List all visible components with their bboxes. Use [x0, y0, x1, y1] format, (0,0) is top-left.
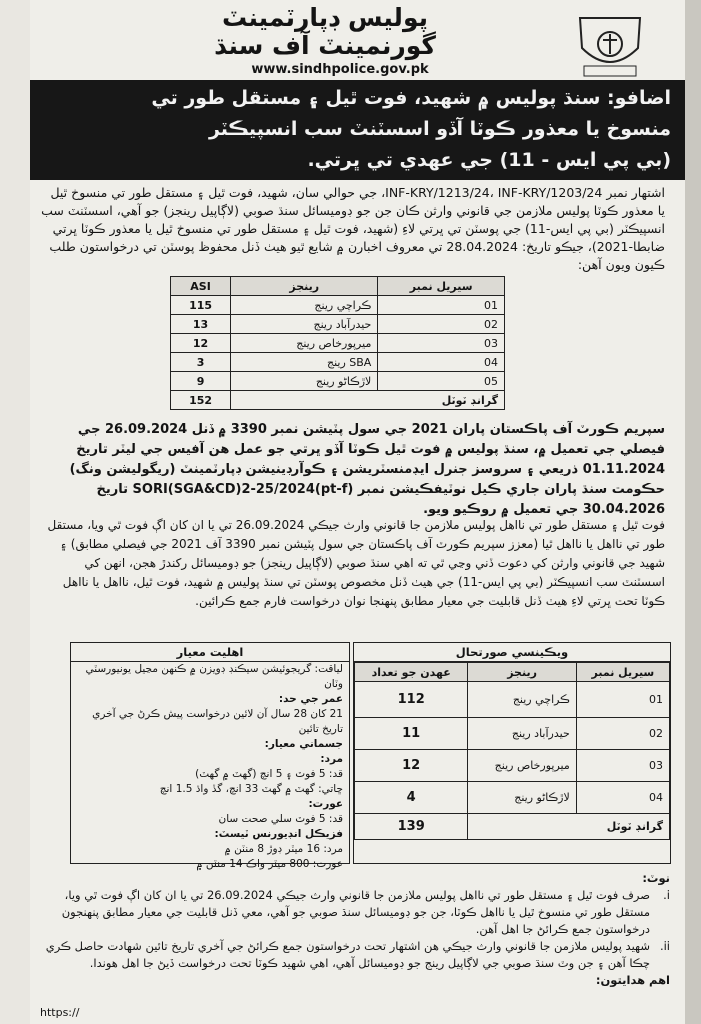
total-value: 152 [171, 391, 231, 410]
eligibility-criteria-box [70, 642, 350, 870]
table-row [355, 782, 670, 814]
intro-paragraph: اشتهار نمبر INF-KRY/1213/24، INF-KRY/1203/24، جي حوالي سان، شهيد، فوت ٿيل ۽ مستقل طور تي منسوخ ٿيل يا معذور ڪوٽا پوليس ملازمن جي قانوني وارثن ڪان جن جو ڊوميسائل سنڌ صوبي (لاڳاپيل رينجز) جو آهي، اسسٽنٽ سب انسپيڪٽر (بي پي ايس-11) جي پوسٽن تي ڀرتي لاءِ (شهيد، فوت ٿيل ۽ مستقل طور تي منسوخ ٿيل يا معذور ڪوٽا ڀرتي ضابطا-2021)، جيڪو تاريخ: 28.04.2024 تي معروف اخبارن ۾ شايع ٿيو هيٺ ڏنل محفوظ پوسٽن تي درخواستون طلب ڪيون ويون آهن: [41, 185, 665, 272]
headline-line-1: اضافو: سنڌ پوليس ۾ شهيد، فوت ٿيل ۽ مستقل طور تي [151, 87, 671, 109]
eligibility-title: اهليت معيار [71, 643, 349, 662]
note-number: i. [663, 888, 670, 902]
col-range: رينجز [468, 663, 576, 682]
cell: ڪراچي رينج [231, 296, 378, 315]
table-row [355, 750, 670, 782]
department-title [160, 4, 490, 60]
cell: 03 [576, 750, 669, 782]
cell: لاڙڪاڻو رينج [468, 782, 576, 814]
total-label: گرانڊ ٽوٽل [231, 391, 505, 410]
table-row [171, 334, 505, 353]
eligibility-line: 21 کان 28 سال آن لائين درخواست پيش ڪرڻ جي آخري تاريخ تائين [92, 708, 343, 735]
table-total-row [355, 814, 670, 840]
table-row [171, 353, 505, 372]
sindh-police-emblem [570, 8, 650, 78]
notes-label: نوٽ: [642, 871, 670, 885]
note-item [40, 938, 670, 972]
eligibility-line: عورت: [308, 798, 343, 810]
instructions-label: اهم هدايتون: [595, 973, 670, 987]
cell: 12 [171, 334, 231, 353]
cell: حيدرآباد رينج [468, 718, 576, 750]
eligibility-line: مرد: [320, 753, 343, 765]
note-text: صرف فوت ٿيل ۽ مستقل طور تي نااهل پوليس ملازمن جا قانوني وارث جيڪي 26.09.2024 تي يا ان کان اڳ فوت ٿي ويا، مستقل طور تي منسوخ ٿيل يا نااهل ڪوٽا، جن جو ڊوميسائل سنڌ صوبي جو آهي، معي ڏنل قابليت جي معيار مطابق پنهنجون درخواستون جمع ڪرائڻ جا اهل آهن. [61, 888, 650, 936]
note-number: ii. [659, 939, 670, 953]
cell: 05 [378, 372, 505, 391]
title-line-1: پوليس ڊپارٽمينٽ [221, 3, 429, 32]
col-serial: سيريل نمبر [378, 277, 505, 296]
cell: ميرپورخاص رينج [231, 334, 378, 353]
cell: 11 [355, 718, 468, 750]
cell: 02 [576, 718, 669, 750]
eligibility-line: مرد: 16 ميٽر ڊوڙ 8 منٽن ۾ [224, 843, 343, 855]
table-header-row [171, 277, 505, 296]
table-row [171, 296, 505, 315]
adjacent-page-strip [0, 0, 30, 1024]
headline-banner [30, 80, 685, 180]
headline-line-2: منسوخ يا معذور ڪوٽا آڏو اسسٽنٽ سب انسپيڪٽر [208, 118, 671, 140]
eligibility-line: عمر جي حد: [278, 693, 343, 705]
cell: 04 [378, 353, 505, 372]
notes-section [40, 870, 670, 989]
cell: 04 [576, 782, 669, 814]
cell: حيدرآباد رينج [231, 315, 378, 334]
title-line-2: گورنمينٽ آف سنڌ [214, 31, 436, 60]
vacancy-table [354, 662, 670, 840]
cell: 3 [171, 353, 231, 372]
cell: 9 [171, 372, 231, 391]
total-value: 139 [355, 814, 468, 840]
newspaper-advertisement [30, 0, 685, 1024]
eligibility-line: قد: 5 فوٽ سلي صحت سان [218, 813, 343, 825]
table-row [355, 718, 670, 750]
col-post-count: عهدن جو تعداد [355, 663, 468, 682]
cell: 01 [576, 682, 669, 718]
footer-url-fragment: https:// [40, 1006, 80, 1019]
supreme-court-paragraph: سپريم ڪورٽ آف پاڪستان پاران 2021 جي سول پٽيشن نمبر 3390 ۾ ڏنل 26.09.2024 جي فيصلي جي تعميل ۾، سنڌ پوليس ۾ فوت ٿيل ڪوٽا آڏو ڀرتي جو عمل هن آفيس جي ليٽر تاريخ 01.11.2024 ذريعي ۽ سروسز جنرل ايڊمنسٽريشن ۽ ڪوآرڊينيشن ڊپارٽمينٽ (ريگوليشن ونگ) حڪومت سنڌ پاران جاري ڪيل نوٽيفڪيشن نمبر SORI(SGA&CD)2-25/2024(pt-f) تاريخ 30.04.2026 جي تعميل ۾ روڪيو ويو. [69, 422, 665, 517]
page-edge-shadow [685, 0, 701, 1024]
total-label: گرانڊ ٽوٽل [468, 814, 670, 840]
cell: 13 [171, 315, 231, 334]
cell: 4 [355, 782, 468, 814]
eligibility-line: فزيڪل انڊيورنس ٽيسٽ: [214, 828, 343, 840]
note-item [40, 887, 670, 938]
invitation-paragraph: فوت ٿيل ۽ مستقل طور تي نااهل پوليس ملازمن جا قانوني وارث جيڪي 26.09.2024 تي يا ان کان اڳ فوت ٿي ويا، مستقل طور تي نااهل يا نااهل ٿيا (معزز سپريم ڪورٽ آف پاڪستان جي سول پٽيشن نمبر 3390 آف 2021 جي فيصلي مطابق) ۽ شهيد جي قانوني وارثن کي دعوت ڏني وڃي ٿي ته اهي سنڌ صوبي (لاڳاپيل رينجز) جو ڊوميسائل رکندڙ هجن، انهن کي اسسٽنٽ سب انسپيڪٽر (بي پي ايس-11) جي هيٺ ڏنل مخصوص پوسٽن تي سنڌ پوليس ۾ شهيد، فوت ٿيل، نااهل يا نااهل ڪوٽا تحت ڀرتي لاءِ هيٺ ڏنل قابليت جي معيار مطابق پنهنجا نوان درخواست فارم جمع ڪرائين. [47, 518, 665, 608]
cell: 115 [171, 296, 231, 315]
col-serial: سيريل نمبر [576, 663, 669, 682]
vacancy-position-box [353, 642, 671, 864]
cell: ميرپورخاص رينج [468, 750, 576, 782]
cell: SBA رينج [231, 353, 378, 372]
posts-table [170, 276, 505, 410]
cell: 03 [378, 334, 505, 353]
cell: 01 [378, 296, 505, 315]
table-total-row [171, 391, 505, 410]
cell: 12 [355, 750, 468, 782]
eligibility-line: قد: 5 فوٽ ۽ 5 انچ (گهٽ ۾ گهٽ) [195, 768, 343, 780]
col-range: رينجز [231, 277, 378, 296]
table-row [171, 315, 505, 334]
eligibility-line: جسماني معيار: [264, 738, 343, 750]
note-text: شهيد پوليس ملازمن جا قانوني وارث جيڪي هن اشتهار تحت درخواستون جمع ڪرائڻ جي آخري تاريخ تائين شهادت حاصل ڪري چڪا آهن ۽ جن وٽ سنڌ صوبي جي لاڳاپيل رينج جو ڊوميسائل آهي، اهي شهيد ڪوٽا تحت درخواست ڏيڻ جا اهل هوندا. [45, 939, 650, 970]
table-header-row [355, 663, 670, 682]
cell: 02 [378, 315, 505, 334]
website-url: www.sindhpolice.gov.pk [251, 62, 429, 77]
cell: لاڙڪاڻو رينج [231, 372, 378, 391]
cell: 112 [355, 682, 468, 718]
eligibility-line: لياقت: گريجوئيشن سيڪنڊ ڊويزن ۾ ڪنهن مڃيل يونيورسٽي وٽان [85, 663, 343, 690]
table-row [355, 682, 670, 718]
vacancy-title: ويڪينسي صورتحال [354, 643, 670, 662]
col-asi: ASI [171, 277, 231, 296]
eligibility-line: عورت: 800 ميٽر واڪ 14 منٽن ۾ [196, 858, 343, 870]
eligibility-line: ڇاتي: گهٽ ۾ گهٽ 33 انچ، گڏ واڌ 1.5 انچ [159, 783, 343, 795]
cell: ڪراچي رينج [468, 682, 576, 718]
headline-line-3: (بي پي ايس - 11) جي عهدي تي ڀرتي. [307, 149, 671, 171]
table-row [171, 372, 505, 391]
